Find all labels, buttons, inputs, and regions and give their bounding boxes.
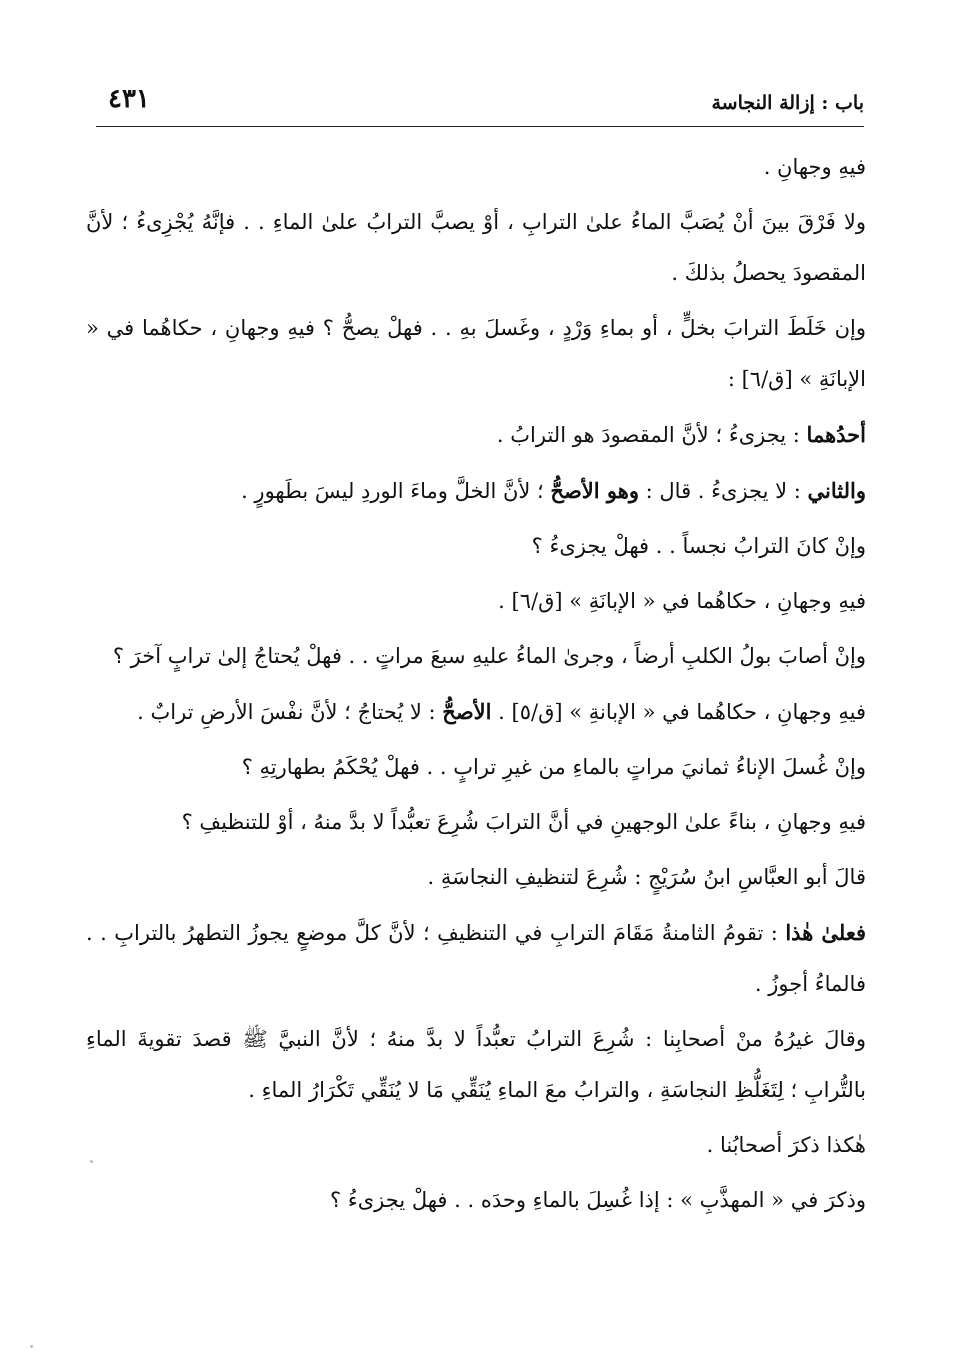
paragraph: وقالَ غيرُهُ منْ أصحابِنا : شُرِعَ الترابُ تعبُّداً لا بدَّ منهُ ؛ لأنَّ النبيَّ ﷺ قصدَ تقويةَ الماءِ بالتُّرابِ ؛ لِتَغَلُّظِ النجاسَةِ ، والترابُ معَ الماءِ يُنَقِّي مَا لا يُنَقِّي تَكْرَارُ الماءِ . (86, 1027, 866, 1102)
paragraph: وإنْ أصابَ بولُ الكلبِ أرضاً ، وجرىٰ الماءُ عليهِ سبعَ مراتٍ . . فهلْ يُحتاجُ إلىٰ ترابٍ آخرَ ؟ (112, 644, 866, 668)
running-head: باب : إزالة النجاسة (711, 92, 864, 114)
page-body (86, 142, 866, 1230)
paragraph: وإن خَلَطَ الترابَ بخلٍّ ، أو بماءِ وَرْدٍ ، وغَسلَ بهِ . . فهلْ يصحُّ ؟ فيهِ وجهانِ ، حكاهُما في « الإبانَةِ » [ق/٦] : (86, 316, 866, 391)
paragraph-lead: أحدُهما (806, 422, 866, 447)
header-rule (96, 126, 864, 127)
paragraph: فعلىٰ هٰذا : تقومُ الثامنةُ مَقَامَ الترابِ في التنظيفِ ؛ لأنَّ كلَّ موضعٍ يجوزُ التطهرُ بالترابِ . . فالماءُ أجوزُ . (86, 920, 866, 996)
paragraph: فيهِ وجهانِ ، حكاهُما في « الإبانَةِ » [ق/٦] . (498, 589, 866, 613)
page-number: ٤٣١ (108, 84, 150, 114)
paragraph: هٰكذا ذكرَ أصحابُنا . (706, 1133, 866, 1157)
paragraph: وذكرَ في « المهذَّبِ » : إذا غُسِلَ بالماءِ وحدَه . . فهلْ يجزىءُ ؟ (330, 1188, 866, 1212)
paragraph-lead: فعلىٰ هٰذا (785, 920, 866, 945)
emphasis: الأصحُّ (442, 699, 492, 724)
paragraph: والثاني : لا يجزىءُ . قال : وهو الأصحُّ ؛ لأنَّ الخلَّ وماءَ الوردِ ليسَ بطَهورٍ . (241, 478, 866, 503)
paragraph: فيهِ وجهانِ ، بناءً علىٰ الوجهينِ في أنَّ الترابَ شُرِعَ تعبُّداً لا بدَّ منهُ ، أوْ للتنظيفِ ؟ (181, 810, 866, 834)
paragraph: ولا فَرْقَ بينَ أنْ يُصَبَّ الماءُ علىٰ الترابِ ، أوْ يصبَّ الترابُ علىٰ الماءِ . . فإنَّهُ يُجْزِىءُ ؛ لأنَّ المقصودَ يحصلُ بذلكَ . (86, 210, 866, 285)
paragraph: قالَ أبو العبَّاسِ ابنُ سُرَيْجٍ : شُرِعَ لتنظيفِ النجاسَةِ . (427, 865, 866, 889)
scan-speck (90, 1160, 93, 1163)
paragraph: وإنْ كانَ الترابُ نجساً . . فهلْ يجزىءُ ؟ (531, 534, 866, 558)
paragraph-lead: والثاني (807, 478, 866, 503)
paragraph: فيهِ وجهانِ ، حكاهُما في « الإبانةِ » [ق/٥] . الأصحُّ : لا يُحتاجُ ؛ لأنَّ نفْسَ الأرضِ ترابٌ . (137, 699, 866, 724)
emphasis: وهو الأصحُّ (550, 478, 639, 503)
paragraph: فيهِ وجهانِ . (763, 155, 866, 179)
scan-speck (30, 1345, 33, 1348)
page-header (96, 84, 864, 124)
paragraph: أحدُهما : يجزىءُ ؛ لأنَّ المقصودَ هو الترابُ . (496, 422, 866, 447)
paragraph: وإنْ غُسلَ الإناءُ ثمانيَ مراتٍ بالماءِ من غيرِ ترابٍ . . فهلْ يُحْكَمُ بطهارتِهِ ؟ (241, 755, 866, 779)
